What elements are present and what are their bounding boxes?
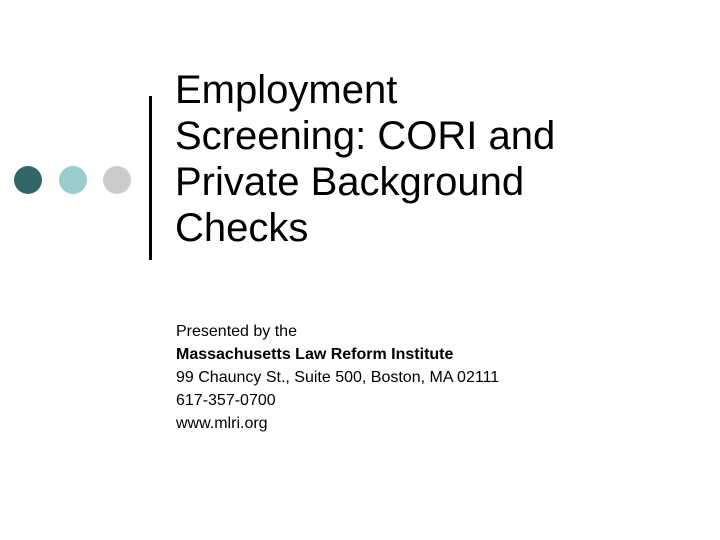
- decorative-dot-gray: [103, 166, 131, 194]
- organization-name: Massachusetts Law Reform Institute: [176, 346, 454, 363]
- title-line-3: Private Background: [175, 160, 525, 204]
- presenter-info: [176, 320, 696, 435]
- title-line-4: Checks: [175, 206, 309, 250]
- title-line-1: Employment: [175, 68, 398, 112]
- presenter-intro: Presented by the: [176, 323, 297, 340]
- slide-title: [175, 67, 705, 251]
- organization-website: www.mlri.org: [176, 415, 268, 432]
- organization-phone: 617-357-0700: [176, 392, 276, 409]
- organization-address: 99 Chauncy St., Suite 500, Boston, MA 02111: [176, 369, 500, 386]
- decorative-dot-dark-teal: [14, 166, 42, 194]
- title-line-2: Screening: CORI and: [175, 114, 556, 158]
- decorative-dot-light-teal: [59, 166, 87, 194]
- vertical-divider: [149, 96, 152, 260]
